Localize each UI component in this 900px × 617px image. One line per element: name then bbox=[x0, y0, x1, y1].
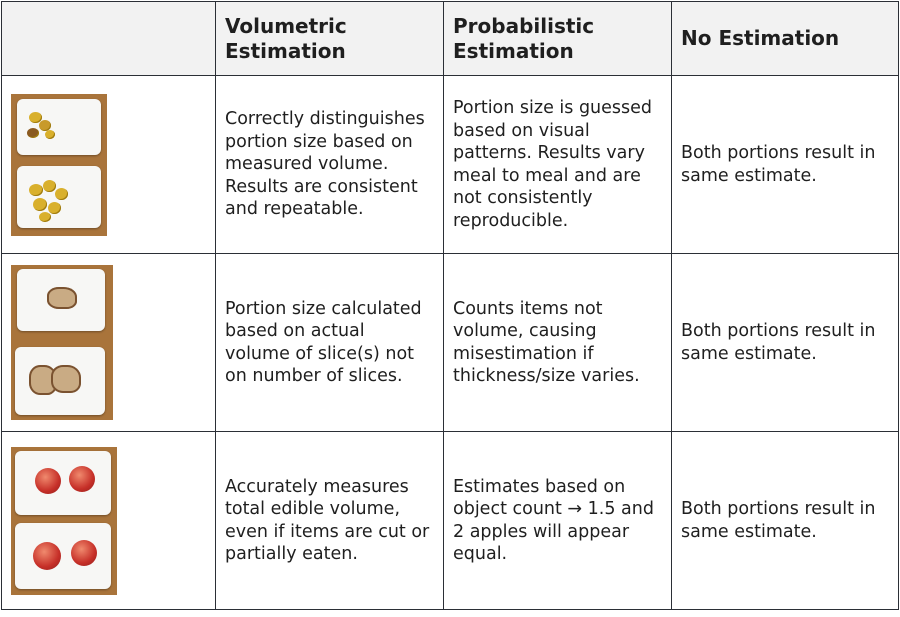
table-row bbox=[2, 432, 899, 610]
volumetric-cell: Correctly distinguishes portion size based on measured volume. Results are consistent and repeatable. bbox=[216, 76, 444, 254]
table-row bbox=[2, 76, 899, 254]
header-row bbox=[2, 2, 899, 76]
no-estimation-cell: Both portions result in same estimate. bbox=[672, 76, 899, 254]
header-no-estimation: No Estimation bbox=[672, 2, 899, 76]
bread-slices-photo bbox=[11, 265, 113, 420]
probabilistic-cell: Counts items not volume, causing misestimation if thickness/size varies. bbox=[444, 254, 672, 432]
header-probabilistic: Probabilistic Estimation bbox=[444, 2, 672, 76]
image-cell bbox=[2, 254, 216, 432]
probabilistic-cell: Estimates based on object count → 1.5 and 2 apples will appear equal. bbox=[444, 432, 672, 610]
header-volumetric: Volumetric Estimation bbox=[216, 2, 444, 76]
comparison-table bbox=[1, 1, 899, 610]
header-empty bbox=[2, 2, 216, 76]
no-estimation-cell: Both portions result in same estimate. bbox=[672, 254, 899, 432]
volumetric-cell: Accurately measures total edible volume, even if items are cut or partially eaten. bbox=[216, 432, 444, 610]
table-row bbox=[2, 254, 899, 432]
no-estimation-cell: Both portions result in same estimate. bbox=[672, 432, 899, 610]
probabilistic-cell: Portion size is guessed based on visual patterns. Results vary meal to meal and are not consistently reproducible. bbox=[444, 76, 672, 254]
image-cell bbox=[2, 432, 216, 610]
potato-chips-photo bbox=[11, 94, 107, 236]
image-cell bbox=[2, 76, 216, 254]
apples-photo bbox=[11, 447, 117, 595]
volumetric-cell: Portion size calculated based on actual volume of slice(s) not on number of slices. bbox=[216, 254, 444, 432]
